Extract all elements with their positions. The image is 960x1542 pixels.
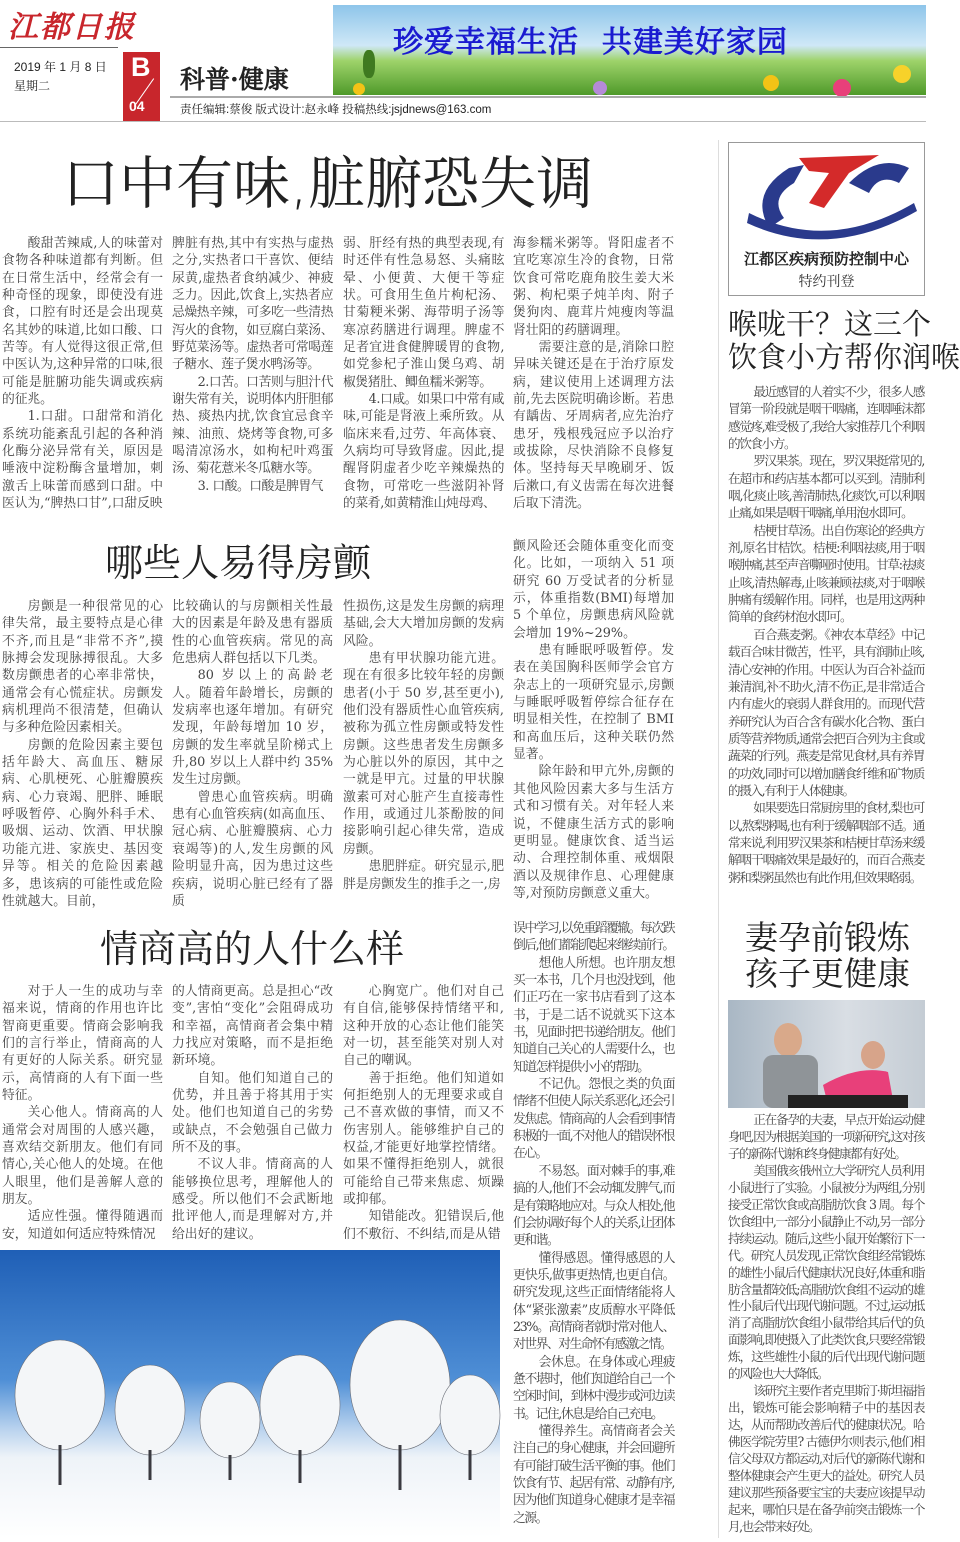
paragraph: 患肥胖症。研究显示,肥胖是房颤发生的推手之一,房 bbox=[343, 859, 504, 892]
paragraph: 误中学习,以免重蹈覆辙。每次跌倒后,他们都能爬起来继续前行。 bbox=[513, 921, 674, 954]
paragraph: 除年龄和甲亢外,房颤的其他风险因素大多与生活方式和习惯有关。对年轻人来说，不健康生活方式的影响更明显。健康饮食、适当运动、合理控制体重、戒烟限酒以及规律作息、心理健康等,对预防房颤意义重大。 bbox=[513, 764, 674, 901]
headline-s2-line1: 妻孕前锻炼 bbox=[745, 918, 910, 957]
text-column bbox=[513, 538, 674, 902]
text-column bbox=[513, 920, 674, 1527]
paragraph: 知错能改。犯错误后,他们不敷衍、不纠结,而是从错 bbox=[343, 1209, 504, 1242]
text-column bbox=[513, 235, 674, 513]
cdc-advertisement bbox=[728, 142, 925, 296]
paragraph: 性损伤,这是发生房颤的病理基础,会大大增加房颤的发病风险。 bbox=[343, 599, 504, 649]
paragraph: 该研究主要作者克里斯汀·斯坦福指出，锻炼可能会影响精子中的基因表达，从而帮助改善后代的健康状况。哈佛医学院劳里? 古德伊尔则表示,他们相信父母双方都运动,对后代的新陈代谢和整体健康会产生更大的益处。研究人员建议那些预备要宝宝的夫妻应该提早动起来，哪怕只是在备孕前突击锻炼一个月,也会带来好处。 bbox=[728, 1383, 924, 1534]
section-title: 科普·健康 bbox=[180, 65, 289, 94]
page-number: 04 bbox=[129, 98, 145, 114]
cdc-logo-icon bbox=[729, 143, 924, 243]
paragraph: 的人情商更高。总是担心“改变”,害怕“变化”会阻碍成功和幸福，高情商者会集中精力找应对策略，而不是拒绝新环境。 bbox=[172, 984, 333, 1069]
paragraph: 需要注意的是,消除口腔异味关键还是在于治疗原发病，建议使用上述调理方法前,先去医院明确诊断。若患有龋齿、牙周病者,应先治疗患牙，残根残冠应予以治疗或拔除，尽快消除不良修复体。坚持每天早晚刷牙、饭后漱口,有义齿需在每次进餐后取下清洗。 bbox=[513, 340, 674, 512]
paragraph: 懂得养生。高情商者会关注自己的身心健康，并会回避所有可能打破生活平衡的事。他们饮食有节、起居有常、动静有序,因为他们知道身心健康才是幸福之源。 bbox=[513, 1423, 674, 1526]
paragraph: 患有甲状腺功能亢进。现在有很多比较年轻的房颤患者(小于 50 岁,甚至更小),他们没有器质性心血管疾病,被称为孤立性房颤或特发性房颤。这些患者发生房颤多为心脏以外的原因，其中之一就是甲亢。过量的甲状腺激素可对心脏产生直接毒性作用，或通过儿茶酚胺的间接影响引起心律失常，造成房颤。 bbox=[343, 651, 504, 857]
paragraph: 桔梗甘草汤。出自伤寒论的经典方剂,原名甘桔饮。桔梗:利咽祛痰,用于咽喉肿痛,甚至声音嘶哑时使用。甘草:祛痰止咳,清热解毒,止咳兼顾祛痰,对于咽喉肿痛有缓解作用。同样，也是用这两种简单的食药材泡水即可。 bbox=[728, 522, 924, 625]
text-column bbox=[2, 598, 163, 910]
text-column bbox=[2, 983, 163, 1243]
paragraph: 美国俄亥俄州立大学研究人员利用小鼠进行了实验。小鼠被分为两组,分别接受正常饮食或高脂肪饮食 3 周。每个饮食组中,一部分小鼠静止不动,另一部分持续运动。随后,这些小鼠开始繁衍下一代。研究人员发现,正常饮食组经常锻炼的雄性小鼠后代健康状况良好,体重和脂肪含量都较低;高脂肪饮食组不运动的雄性小鼠后代出现代谢问题。不过,运动抵消了高脂肪饮食组小鼠带给其后代的负面影响,即使摄入了此类饮食,只要经常锻炼，这些雄性小鼠的后代出现代谢问题的风险也大大降低。 bbox=[728, 1162, 924, 1382]
headline-s2-line2: 孩子更健康 bbox=[745, 954, 910, 993]
cdc-name: 江都区疾病预防控制中心 bbox=[743, 250, 909, 268]
paragraph: 如果要选日常厨房里的食材,梨也可以,熬梨粥喝,也有利于缓解咽部不适。通常来说,利用罗汉果茶和桔梗甘草汤来缓解咽干咽痛效果是最好的，而百合燕麦粥和梨粥虽然也有此作用,但效果略弱。 bbox=[728, 800, 924, 885]
paragraph: 3. 口酸。口酸是脾胃气 bbox=[197, 478, 324, 494]
paragraph: 1.口甜。口甜常和消化系统功能紊乱引起的各种消化酶分泌异常有关，原因是唾液中淀粉酶含量增加，刺激舌上味蕾而感到口甜。中医认为,“脾热口甘”,口甜反映 bbox=[2, 409, 163, 512]
divider bbox=[0, 47, 118, 48]
headline-a2: 哪些人易得房颤 bbox=[105, 541, 372, 585]
paragraph: 海参糯米粥等。肾阳虚者不宜吃寒凉生冷的食物，日常饮食可常吃鹿角胶生姜大米粥、枸杞栗子炖羊肉、附子煲狗肉、鹿茸片炖瘦肉等温肾壮阳的药膳调理。 bbox=[513, 236, 674, 338]
paragraph: 心胸宽广。他们对自己有自信,能够保持情绪平和,这种开放的心态让他们能笑对一切，甚至能笑对别人对自己的嘲讽。 bbox=[343, 984, 504, 1069]
column-divider bbox=[718, 140, 719, 1538]
paragraph: 会休息。在身体或心理疲惫不堪时，他们知道给自己一个空闲时间，到林中漫步或河边读书。记住,休息是给自己充电。 bbox=[513, 1354, 674, 1422]
paragraph: 正在备孕的夫妻，早点开始运动健身吧,因为根据美国的一项新研究,这对孩子的新陈代谢和终身健康都有好处。 bbox=[728, 1112, 924, 1161]
text-column bbox=[728, 383, 924, 886]
editor-credits: 责任编辑:蔡俊 版式设计:赵永峰 投稿热线:jsjdnews@163.com bbox=[180, 104, 492, 116]
text-column bbox=[728, 1112, 924, 1536]
banner-slogan: 珍爱幸福生活 共建美好家园 bbox=[393, 25, 788, 60]
paragraph: 对于人一生的成功与幸福来说，情商的作用也许比智商更重要。情商会影响我们的言行举止，情商高的人有更好的人际关系。研究显示，高情商的人有下面一些特征。 bbox=[2, 984, 163, 1104]
paragraph: 弱、肝经有热的典型表现,有时还伴有性急易怒、头痛眩晕、小便黄、大便干等症状。可食用生鱼片枸杞汤、甘菊粳米粥、海带明子汤等寒凉药膳进行调理。脾虚不足者宜进食健脾暖胃的食物,如党参杞子淮山煲乌鸡、胡椒煲猪肚、鲫鱼糯米粥等。 bbox=[343, 236, 504, 390]
banner-image bbox=[333, 5, 926, 95]
text-column bbox=[172, 983, 333, 1243]
paragraph: 80 岁以上的高龄老人。随着年龄增长，房颤的发病率也逐年增加。有研究发现，年龄每增加 10 岁，房颤的发生率就呈阶梯式上升,80 岁以上人群中约 35%发生过房颤。 bbox=[172, 668, 333, 788]
fitness-couple-photo bbox=[728, 1000, 925, 1108]
paragraph: 比较确认的与房颤相关性最大的因素是年龄及患有器质性的心血管疾病。常见的高危患病人群包括以下几类。 bbox=[172, 599, 333, 667]
issue-date bbox=[14, 58, 107, 96]
text-column bbox=[343, 235, 504, 513]
paragraph: 百合燕麦粥。《神农本草经》中记载百合味甘微苦，性平，具有润肺止咳,清心安神的作用。中医认为百合补益而兼清润,补不助火,清不伤正,是非常适合内有虚火的衰弱人群食用的。而现代营养研究认为百合含有碳水化合物、蛋白质等营养物质,通常会把百合列为主食或蔬菜的行列。燕麦是常见食材,具有养胃的功效,同时可以增加膳食纤维和矿物质的摄入,有利于人体健康。 bbox=[728, 626, 924, 798]
snow-trees-illustration bbox=[0, 1250, 500, 1538]
paragraph: 2.口苦。口苦则与胆汁代谢失常有关，说明体内肝胆郁热、痰热内扰,饮食宜忌食辛辣、油煎、烧烤等食物,可多喝清凉汤水，如枸杞叶鸡蛋汤、菊花薏米冬瓜糖水等。 bbox=[172, 374, 333, 477]
paragraph: 罗汉果茶。现在，罗汉果挺常见的,在超市和药店基本都可以买到。清肺利咽,化痰止咳,善清肺热,化痰饮,可以利咽止痛,如果是咽干咽痛,单用泡水即可。 bbox=[728, 453, 924, 521]
headline-s1 bbox=[728, 308, 960, 374]
headline-a1: 口中有味,脏腑恐失调 bbox=[62, 151, 594, 217]
date-text: 2019 年 1 月 8 日 bbox=[14, 60, 107, 74]
headline-a3: 情商高的人什么样 bbox=[100, 927, 405, 971]
headline-s1-line1: 喉咙干？这三个 bbox=[728, 307, 932, 341]
paragraph: 想他人所想。也许朋友想买一本书，几个月也没找到，他们正巧在一家书店看到了这本书，于是二话不说就买下这本书，见面时把书递给朋友。他们知道自己关心的人需要什么，也知道怎样提供小小的帮助。 bbox=[513, 955, 674, 1075]
text-column bbox=[172, 235, 333, 495]
paragraph: 适应性强。懂得随遇而安，知道如何适应特殊情况 bbox=[2, 1209, 163, 1242]
paragraph: 最近感冒的人着实不少，很多人感冒第一阶段就是咽干咽痛，连咽唾沫都感觉疼,难受极了,我给大家推荐几个利咽的饮食小方。 bbox=[728, 384, 924, 452]
divider bbox=[170, 96, 926, 98]
page-badge bbox=[123, 52, 160, 122]
fitness-illustration bbox=[728, 1000, 925, 1108]
paragraph: 曾患心血管疾病。明确患有心血管疾病(如高血压、冠心病、心脏瓣膜病、心力衰竭等)的人,发生房颤的风险明显升高，因为患过这些疾病，说明心脏已经有了器质 bbox=[172, 789, 333, 909]
weekday-text: 星期二 bbox=[14, 79, 51, 93]
divider bbox=[0, 121, 926, 122]
headline-s2 bbox=[740, 920, 915, 992]
section-letter: B bbox=[131, 52, 151, 82]
cdc-sponsor-note: 特约刊登 bbox=[798, 274, 855, 290]
paragraph: 关心他人。情商高的人通常会对周围的人感兴趣，喜欢结交新朋友。他们有同情心,关心他人的处境。在他人眼里，他们是善解人意的朋友。 bbox=[2, 1105, 163, 1208]
paragraph: 脾脏有热,其中有实热与虚热之分,实热者口干喜饮、便结尿黄,虚热者食纳减少、神疲乏力。因此,饮食上,实热者应忌燥热辛辣，可多吃一些清热泻火的食物，如豆腐白菜汤、野苋菜汤等。虚热者可常喝莲子糖水、莲子煲水鸭汤等。 bbox=[172, 236, 333, 373]
text-column bbox=[343, 598, 504, 893]
paragraph: 不易怒。面对棘手的事,难搞的人,他们不会动辄发脾气,而是有策略地应对。与众人相处,他们会协调好每个人的关系,让团体更和谐。 bbox=[513, 1163, 674, 1249]
paragraph: 自知。他们知道自己的优势，并且善于将其用于实处。他们也知道自己的劣势或缺点，不会勉强自己做力所不及的事。 bbox=[172, 1070, 333, 1156]
paragraph: 房颤的危险因素主要包括年龄大、高血压、糖尿病、心肌梗死、心脏瓣膜疾病、心力衰竭、肥胖、睡眠呼吸暂停、心胸外科手术、吸烟、运动、饮酒、甲状腺功能亢进、家族史、基因变异等。相关的危险因素越多，患该病的可能性或危险性就越大。目前， bbox=[2, 737, 163, 909]
paragraph: 颤风险还会随体重变化而变化。比如，一项纳入 51 项研究 60 万受试者的分析显示，体重指数(BMI)每增加 5 个单位，房颤患病风险就会增加 19%~29%。 bbox=[513, 539, 674, 641]
text-column bbox=[2, 235, 163, 513]
text-column bbox=[172, 598, 333, 910]
headline-s1-line2: 饮食小方帮你润喉 bbox=[728, 340, 960, 374]
paragraph: 酸甜苦辣咸,人的味蕾对食物各种味道都有判断。但在日常生活中，经常会有一种奇怪的现象，即使没有进食，口腔有时还是会出现莫名其妙的味道,比如口酸、口苦等。有人觉得这很正常,但中医认为,这种异常的口味,很可能是脏腑功能失调或疾病的征兆。 bbox=[2, 236, 163, 408]
paragraph: 不议人非。情商高的人能够换位思考，理解他人的感受。所以他们不会武断地批评他人,而是理解对方,并给出好的建议。 bbox=[172, 1157, 333, 1242]
paragraph: 不记仇。怨恨之类的负面情绪不但使人际关系恶化,还会引发焦虑。情商高的人会看到事情积极的一面,不对他人的错误怀恨在心。 bbox=[513, 1077, 674, 1162]
paragraph: 懂得感恩。懂得感恩的人更快乐,做事更热情,也更自信。研究发现,这些正面情绪能将人体“紧张激素”皮质醇水平降低 23%。高情商者就时常对他人、对世界、对生命怀有感激之情。 bbox=[513, 1250, 674, 1353]
paragraph: 房颤是一种很常见的心律失常，最主要特点是心律不齐,而且是“非常不齐”,摸脉搏会发现脉搏很乱。大多数房颤患者的心率非常快，通常会有心慌症状。房颤发病机理尚不很清楚，但确认与多种危险因素相关。 bbox=[2, 599, 163, 736]
paragraph: 患有睡眠呼吸暂停。发表在美国胸科医师学会官方杂志上的一项研究显示,房颤与睡眠呼吸暂停综合征存在明显相关性，在控制了 BMI 和高血压后，这种关联仍然显著。 bbox=[513, 643, 674, 763]
text-column bbox=[343, 983, 504, 1243]
paragraph: 善于拒绝。他们知道如何拒绝别人的无理要求或自己不喜欢做的事情，而又不伤害别人。能够维护自己的权益,才能更好地掌控情绪。如果不懂得拒绝别人，就很可能给自己带来焦虑、烦躁或抑郁。 bbox=[343, 1070, 504, 1208]
newspaper-logo: 江都日报 bbox=[8, 10, 136, 45]
snow-landscape-photo bbox=[0, 1250, 500, 1538]
paragraph: 4.口咸。如果口中常有咸味,可能是肾液上乘所致。从临床来看,过劳、年高体衰、久病均可导致肾虚。因此,提醒肾阴虚者少吃辛辣燥热的食物，可常吃一些滋阴补肾的菜肴,如黄精淮山炖母鸡、 bbox=[343, 392, 504, 512]
